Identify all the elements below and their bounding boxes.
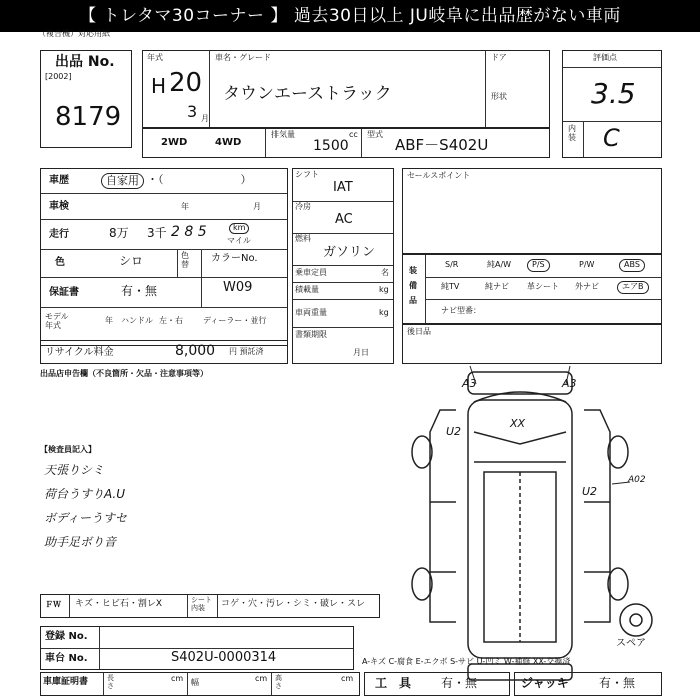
wheel — [412, 436, 432, 468]
door-label: ドア — [491, 53, 507, 62]
inspector-note: 助手足ボり音 — [44, 535, 117, 549]
equipment-item: P/S — [527, 259, 550, 272]
truck-front-view — [468, 372, 572, 394]
spare-tire — [620, 604, 652, 636]
month: 3 — [187, 102, 198, 121]
recycle-label: リサイクル料金 — [45, 347, 114, 358]
history-rest: ・（ ） — [147, 173, 252, 186]
equipment-item: ABS — [619, 259, 645, 272]
left-side-outline — [430, 410, 456, 622]
color-value: シロ — [119, 254, 144, 268]
wheel — [608, 436, 628, 468]
load-label: 積載量 — [295, 285, 319, 294]
cert-height-label: 高さ — [275, 674, 282, 690]
inspector-note: 天張りシミ — [44, 463, 105, 477]
year: 20 — [169, 68, 203, 98]
spare-tire-hub — [630, 614, 642, 626]
model-name: タウンエーストラック — [223, 84, 392, 104]
load-unit: kg — [379, 285, 389, 294]
spare-label: スペア — [616, 638, 646, 649]
mark-a3-left: A3 — [462, 377, 477, 390]
mileage-hand: 2 8 5 — [171, 224, 207, 240]
damage-codes: A-キズ C-腐食 E-エクボ S-サビ U-凹ミ W-補修 XX-交換済 — [362, 657, 571, 666]
chassis-label: 車台 No. — [45, 653, 88, 664]
warranty-label: 保証書 — [49, 287, 79, 298]
displacement: 1500 — [313, 138, 349, 154]
type-label: 型式 — [367, 130, 383, 139]
doc-unit: 月日 — [353, 348, 369, 357]
inspector-label: 【検査員記入】 — [40, 445, 96, 454]
drive-4wd: 4WD — [215, 137, 242, 148]
equipment-label: 装備品 — [409, 266, 417, 305]
lot-number: 8179 — [55, 102, 122, 132]
mileage-man: 8万 — [109, 226, 129, 240]
lot-label: 出品 No. — [55, 54, 115, 70]
capacity-unit: 名 — [381, 268, 389, 277]
tools-value: 有・無 — [441, 676, 478, 690]
wheel — [412, 568, 432, 600]
interior-grade: C — [603, 124, 620, 152]
inspection-month: 月 — [253, 202, 261, 211]
mark-u-right: U2 — [582, 485, 598, 498]
chassis-no: S402U-0000314 — [171, 650, 277, 665]
aircon-value: AC — [335, 212, 353, 227]
auction-sheet — [0, 29, 700, 700]
color-change-label: 色替 — [181, 251, 189, 269]
banner-title: 【 トレタマ30コーナー 】 過去30日以上 JU岐阜に出品歴がない車両 — [0, 0, 700, 32]
cert-length-label: 長さ — [107, 674, 114, 690]
history-value: 自家用 — [101, 173, 144, 189]
cert-width-label: 幅 — [191, 678, 199, 687]
displacement-unit: cc — [349, 130, 358, 139]
doc-label: 書類期限 — [295, 330, 327, 339]
recycle-unit: 円 預託済 — [229, 347, 264, 356]
wheel — [608, 568, 628, 600]
tools-label: 工 具 — [375, 676, 412, 690]
tools-row — [364, 672, 510, 696]
certificate-row — [40, 672, 360, 696]
mileage-sen: 3千 — [147, 226, 167, 240]
cert-unit: cm — [171, 674, 184, 683]
cab-line — [474, 432, 566, 444]
model-name-label: 車名・グレード — [215, 53, 271, 62]
shape-label: 形状 — [491, 92, 507, 101]
mark-a3-right: A3 — [562, 377, 577, 390]
model-label: モデル年式 — [45, 312, 69, 330]
inspection-label: 車検 — [49, 201, 69, 212]
cert-unit: cm — [341, 674, 354, 683]
mileage-label: 走行 — [49, 229, 69, 240]
equipment-item: P/W — [579, 260, 595, 269]
aircon-label: 冷房 — [295, 202, 311, 211]
equipment-item: 純TV — [441, 282, 460, 291]
year-label: 年式 — [147, 53, 163, 62]
reg-label: 登録 No. — [45, 631, 88, 642]
handle-value: 左・右 — [159, 316, 183, 325]
mark-a-right: A02 — [628, 475, 646, 485]
weight-unit: kg — [379, 308, 389, 317]
color-label: 色 — [55, 257, 65, 268]
recycle-amount: 8,000 — [175, 343, 216, 359]
era: H — [151, 74, 167, 98]
month-unit: 月 — [201, 114, 209, 123]
mileage-unit-km: km — [229, 223, 249, 234]
equipment-item: 革シート — [527, 282, 559, 291]
legend-seat: シート内装 — [191, 596, 212, 612]
jack-label: ジャッキ — [521, 676, 569, 690]
interior-label: 内装 — [568, 124, 576, 142]
fuel-value: ガソリン — [323, 245, 376, 260]
shift-label: シフト — [295, 170, 319, 179]
jack-row — [514, 672, 662, 696]
capacity-label: 乗車定員 — [295, 268, 327, 277]
equipment-item: 純A/W — [487, 260, 512, 269]
warranty-value: 有・無 — [121, 284, 158, 298]
top-note: （複合機）対応用紙 — [38, 29, 110, 38]
legend-bar — [40, 594, 380, 618]
nav-label: ナビ型番： — [441, 306, 481, 315]
color-no-label: カラーNo. — [211, 253, 258, 264]
handle-label: ハンドル — [121, 316, 153, 325]
score: 3.5 — [591, 77, 636, 110]
later-label: 後日品 — [407, 327, 431, 336]
registration-box — [40, 626, 354, 670]
jack-value: 有・無 — [599, 676, 636, 690]
certificate-label: 車庫証明書 — [43, 677, 89, 687]
inspector-note: 荷台うすりA.U — [44, 487, 126, 501]
score-label: 評価点 — [593, 53, 617, 62]
displacement-label: 排気量 — [271, 130, 295, 139]
mileage-unit-mile: マイル — [227, 236, 251, 245]
type-code: ABF－S402U — [395, 136, 489, 154]
right-side-outline — [584, 410, 610, 622]
history-label: 車歴 — [49, 175, 69, 186]
report-label: 出品店申告欄（不良箇所・欠品・注意事項等） — [40, 369, 208, 378]
mark-u-left: U2 — [446, 425, 462, 438]
legend-stains: コゲ・穴・汚レ・シミ・破レ・スレ — [221, 599, 366, 609]
legend-damage: キズ・ヒビ石・割レX — [75, 599, 162, 609]
legend-fw: ＦＷ — [45, 600, 61, 609]
equipment-item: 純ナビ — [485, 282, 509, 291]
cert-unit: cm — [255, 674, 268, 683]
sales-point-label: セールスポイント — [407, 171, 471, 180]
mark-xx: XX — [510, 417, 526, 430]
model-year: 年 — [105, 316, 113, 325]
drive-2wd: 2WD — [161, 137, 188, 148]
dealer-label: ディーラー・並行 — [203, 316, 267, 325]
weight-label: 車両重量 — [295, 308, 327, 317]
inspector-note: ボディーうすセ — [44, 511, 127, 525]
equipment-item: エアB — [617, 281, 649, 294]
shift-value: IAT — [333, 180, 353, 195]
color-no: W09 — [223, 280, 253, 295]
lot-year-tag: [2002] — [45, 72, 72, 81]
equipment-item: 外ナビ — [575, 282, 599, 291]
inspection-year: 年 — [181, 202, 189, 211]
equipment-item: S/R — [445, 260, 459, 269]
fuel-label: 燃料 — [295, 234, 311, 243]
